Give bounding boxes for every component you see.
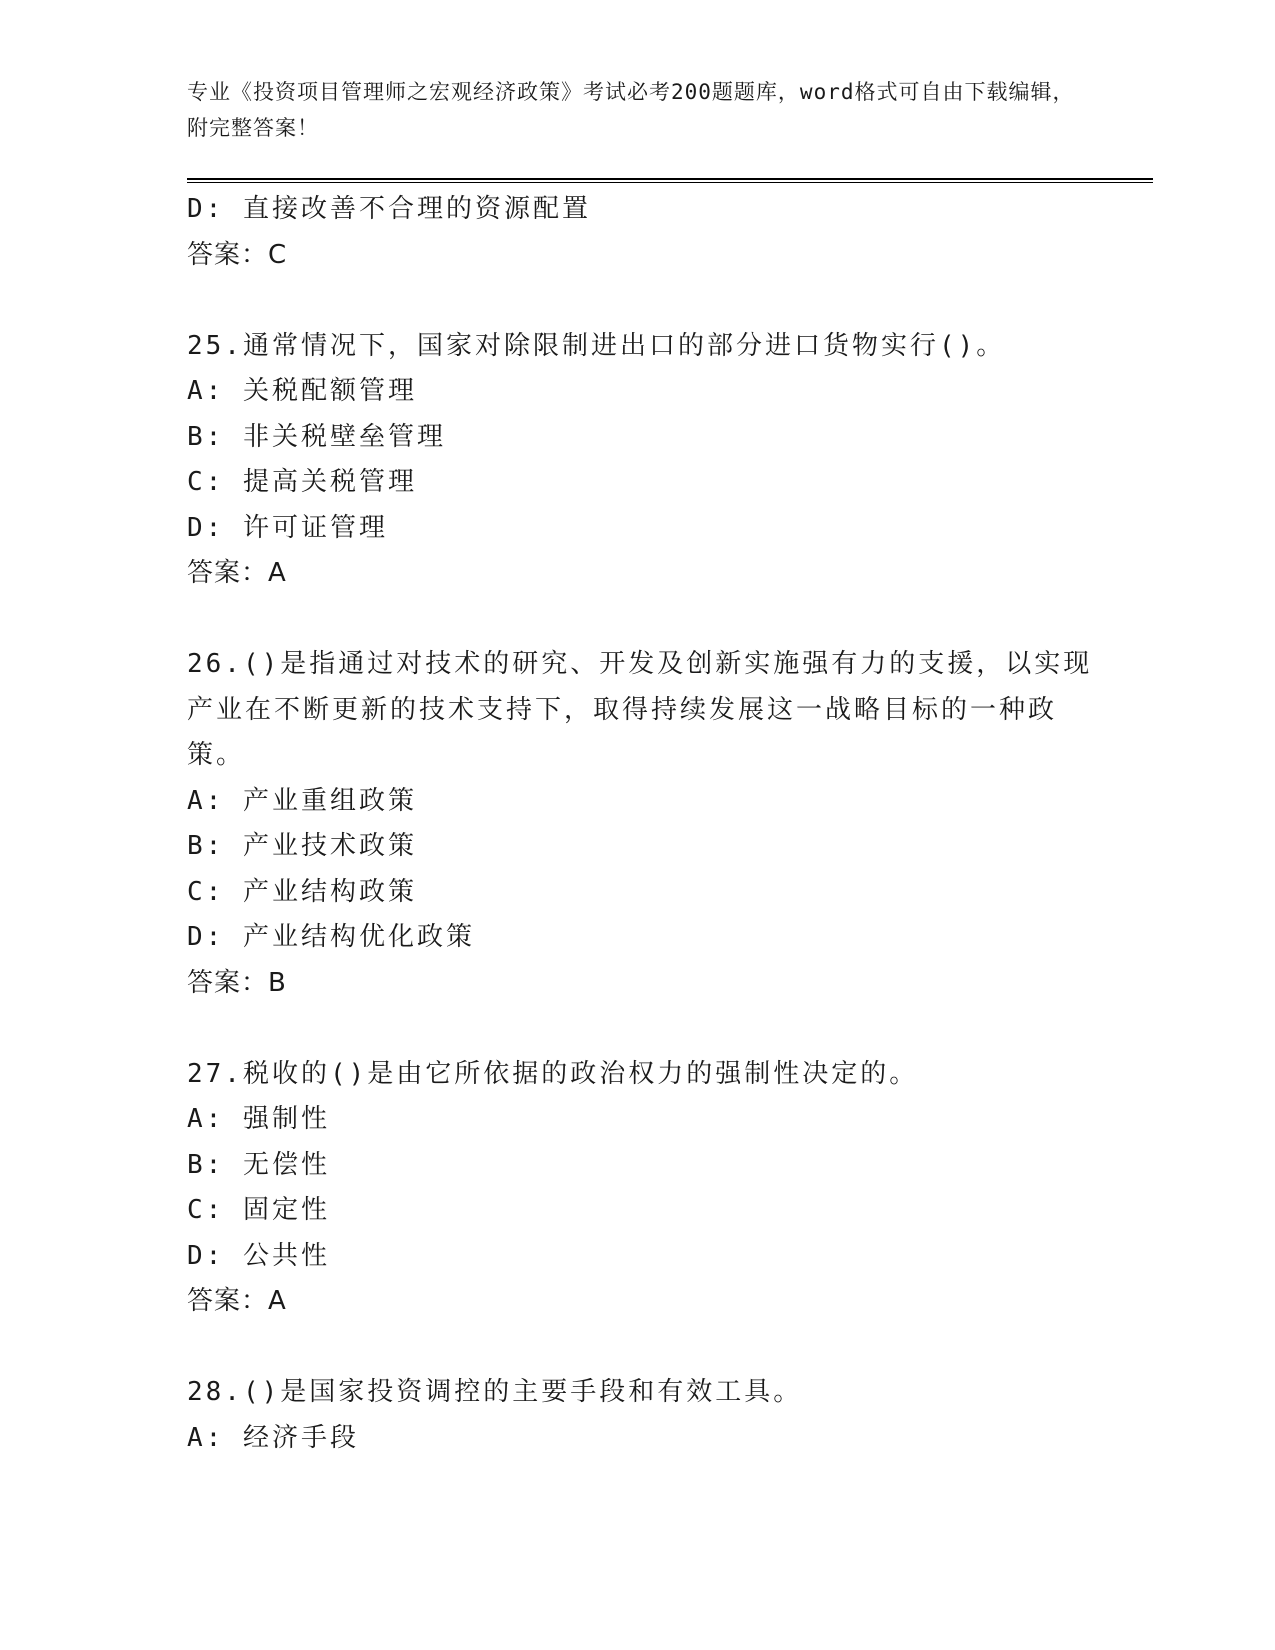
option-a: A: 关税配额管理 <box>187 376 417 406</box>
answer-label: 答案：B <box>187 967 287 998</box>
question-27 <box>187 1052 1087 1325</box>
document-header <box>187 74 1087 146</box>
option-d: D: 公共性 <box>187 1240 330 1271</box>
previous-question-tail <box>187 187 1087 278</box>
spacer <box>187 1006 1087 1052</box>
question-stem: 27.税收的()是由它所依据的政治权力的强制性决定的。 <box>187 1058 919 1089</box>
question-26 <box>187 642 1093 1006</box>
spacer <box>187 1325 1087 1371</box>
question-stem: 28.()是国家投资调控的主要手段和有效工具。 <box>187 1377 803 1407</box>
question-stem-line-2: 产业在不断更新的技术支持下，取得持续发展这一战略目标的一种政 <box>187 694 1058 725</box>
option-b: B: 非关税壁垒管理 <box>187 421 446 452</box>
answer-label: 答案：A <box>187 1286 287 1316</box>
answer-label: 答案：C <box>187 239 288 270</box>
option-c: C: 产业结构政策 <box>187 876 417 907</box>
header-text: 专业《投资项目管理师之宏观经济政策》考试必考200题题库，word格式可自由下载编辑，附完整答案！ <box>187 80 1075 140</box>
spacer <box>187 597 1087 643</box>
document-body <box>187 187 1093 1461</box>
option-b: B: 无偿性 <box>187 1149 330 1180</box>
option-d: D: 许可证管理 <box>187 512 388 543</box>
question-stem-line-1: 26.()是指通过对技术的研究、开发及创新实施强有力的支援，以实现 <box>187 649 1093 679</box>
answer-label: 答案：A <box>187 558 287 588</box>
option-d: D: 产业结构优化政策 <box>187 922 475 952</box>
question-stem-line-3: 策。 <box>187 740 246 770</box>
option-c: C: 提高关税管理 <box>187 467 417 497</box>
option-a: A: 产业重组政策 <box>187 785 417 816</box>
option-a: A: 强制性 <box>187 1104 330 1134</box>
option-b: B: 产业技术政策 <box>187 831 417 861</box>
option-c: C: 固定性 <box>187 1195 330 1225</box>
question-25 <box>187 324 1087 597</box>
option-a: A: 经济手段 <box>187 1422 359 1453</box>
question-28 <box>187 1370 1087 1461</box>
option-d: D: 直接改善不合理的资源配置 <box>187 194 591 224</box>
question-stem: 25.通常情况下，国家对除限制进出口的部分进口货物实行()。 <box>187 330 1006 361</box>
spacer <box>187 278 1087 324</box>
header-divider <box>187 178 1153 183</box>
